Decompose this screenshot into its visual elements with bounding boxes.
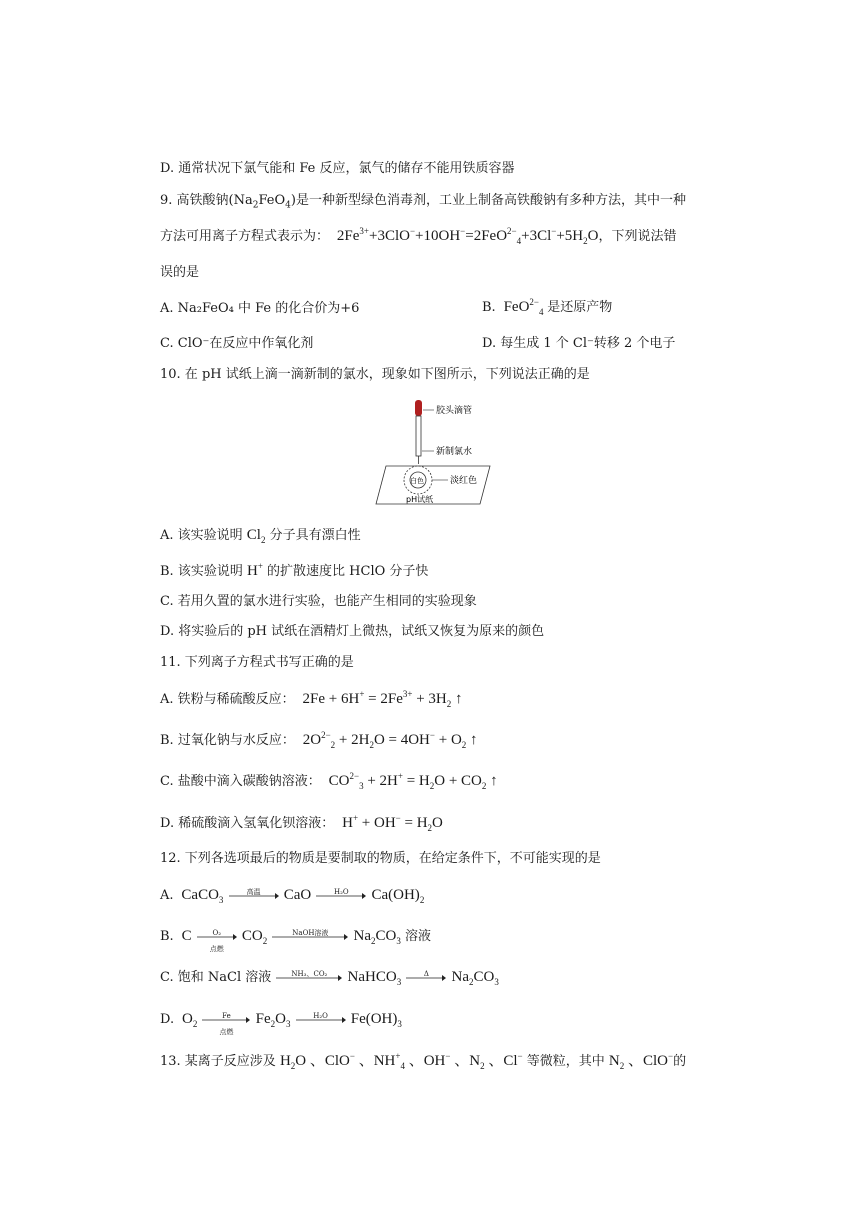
q11-option-a [160,690,463,709]
q9-option-b-formula: FeO$^{2-}_4$ [499,297,544,317]
q12-option-c-lead: C. 饱和 NaCl 溶液 [160,970,272,985]
dropper-bulb [415,400,422,416]
q11-option-c [160,772,498,791]
q10-option-a-formula: $Cl_2$ [246,527,266,545]
q9-stem-part1: 9. 高铁酸钠(Na [160,193,253,208]
dropper-tube [416,416,421,456]
q11-option-b-text: B. 过氧化钠与水反应： [160,733,295,748]
q12-option-d: D. $O_2$ Fe 点燃 $Fe_2O_3$ H₂O $Fe(OH)_3$ [160,1011,402,1036]
q11-option-b [160,731,478,750]
q12-option-a-letter: A. [160,888,174,903]
q9-equation-tail: ，下列说法错 [598,229,677,244]
q10-option-a [160,526,361,545]
q10-option-c: C. 若用久置的氯水进行实验，也能产生相同的实验现象 [160,594,477,609]
arrow-water-a: H₂O [316,892,366,900]
q9-stem-part3: )是一种新型绿色消毒剂，工业上制备高铁酸钠有多种方法，其中一种 [290,193,686,208]
q11-option-b-equation: $2O^{2-}_2 + 2H_2O = 4OH^- + O_2$ ↑ [298,730,478,750]
q12-option-d-letter: D. [160,1012,175,1027]
q10-option-b [160,562,428,581]
q9-equation-line [160,227,676,246]
q11-stem: 11. 下列离子方程式书写正确的是 [160,655,354,670]
label-white: 白色 [410,477,424,485]
q13-mid: 等微粒，其中 [526,1054,605,1069]
q9-option-b [482,298,612,317]
label-chlorine-water: 新制氯水 [436,447,473,457]
q9-equation: $2Fe^{3+}+3ClO^-+10OH^-=2FeO^{2-}_4+3Cl^-+5H_2O$ [333,226,599,246]
q11-option-a-equation: $2Fe + 6H^+ = 2Fe^{3+} + 3H_2$ ↑ [298,689,463,709]
q9-stem-part2: FeO [258,193,286,208]
q9-option-b-text: 是还原产物 [547,300,613,315]
q11-option-d-equation: $H^+ + OH^- = H_2O$ [338,813,443,833]
q11-option-a-text: A. 铁粉与稀硫酸反应： [160,692,295,707]
q9-stem-end: 误的是 [160,265,200,280]
q9-option-c: C. ClO⁻在反应中作氧化剂 [160,336,314,351]
q8-option-d: D. 通常状况下氯气能和 Fe 反应，氯气的储存不能用铁质容器 [160,161,515,176]
arrow-heat: Δ [406,974,446,982]
label-light-red: 淡红色 [450,476,478,486]
label-dropper: 胶头滴管 [436,406,473,416]
arrow-fe-ignite: Fe 点燃 [202,1016,250,1024]
ph-paper-figure [370,396,510,508]
q11-option-c-text: C. 盐酸中滴入碳酸钠溶液： [160,774,321,789]
q10-stem: 10. 在 pH 试纸上滴一滴新制的氯水，现象如下图所示，下列说法正确的是 [160,367,590,382]
q10-option-d: D. 将实验后的 pH 试纸在酒精灯上微热，试纸又恢复为原来的颜色 [160,624,545,639]
q13-lead: 13. 某离子反应涉及 [160,1054,276,1069]
arrow-o2-ignite: O₂ 点燃 [197,933,237,941]
q11-option-d-text: D. 稀硫酸滴入氢氧化钡溶液： [160,816,335,831]
arrow-nh3-co2: NH₃、CO₂ [276,974,342,982]
arrow-water-d: H₂O [296,1016,346,1024]
q9-equation-lead: 方法可用离子方程式表示为： [160,229,330,244]
q12-option-b: B. C O₂ 点燃 $CO_2$ NaOH溶液 $Na_2CO_3$ 溶液 [160,928,431,953]
arrow-naoh: NaOH溶液 [272,933,348,941]
q11-option-c-equation: $CO^{2-}_3 + 2H^+ = H_2O + CO_2$ ↑ [324,771,498,791]
q12-option-b-letter: B. [160,929,174,944]
label-ph-paper: pH试纸 [406,495,434,504]
arrow-high-temp: 高温 [229,892,279,900]
q9-stem: 9. 高铁酸钠$(Na_2FeO_4)$是一种新型绿色消毒剂，工业上制备高铁酸钠有多种方法，其中一种 [160,193,686,211]
q10-option-a-lead: A. 该实验说明 [160,528,243,543]
q12-stem: 12. 下列各选项最后的物质是要制取的物质，在给定条件下，不可能实现的是 [160,851,601,866]
q13-stem: 13. 某离子反应涉及 $H_2O$ 、ClO− 、$NH^+_4$ 、OH− 、$N_2$ 、Cl− 等微粒，其中 $N_2$ 、ClO−的 [160,1051,687,1071]
q9-option-b-letter: B. [482,300,496,315]
q13-end: 的 [673,1054,687,1069]
q10-option-b-lead: B. 该实验说明 [160,564,243,579]
q9-option-a: A. Na₂FeO₄ 中 Fe 的化合价为+6 [160,301,360,316]
q10-option-b-tail: 的扩散速度比 HClO 分子快 [267,564,429,579]
q12-option-a: A. CaCO$_3$ 高温 CaO H₂O $Ca(OH)_2$ [160,887,425,905]
q10-option-a-tail: 分子具有漂白性 [269,528,361,543]
q12-option-c: C. 饱和 NaCl 溶液 NH₃、CO₂ NaHCO$_3$ Δ $Na_2CO_3$ [160,969,499,987]
q9-option-d: D. 每生成 1 个 Cl⁻转移 2 个电子 [482,336,676,351]
q10-option-b-formula: H+ [246,561,263,579]
q11-option-d [160,814,443,833]
q12-option-b-solution: 溶液 [404,929,431,944]
